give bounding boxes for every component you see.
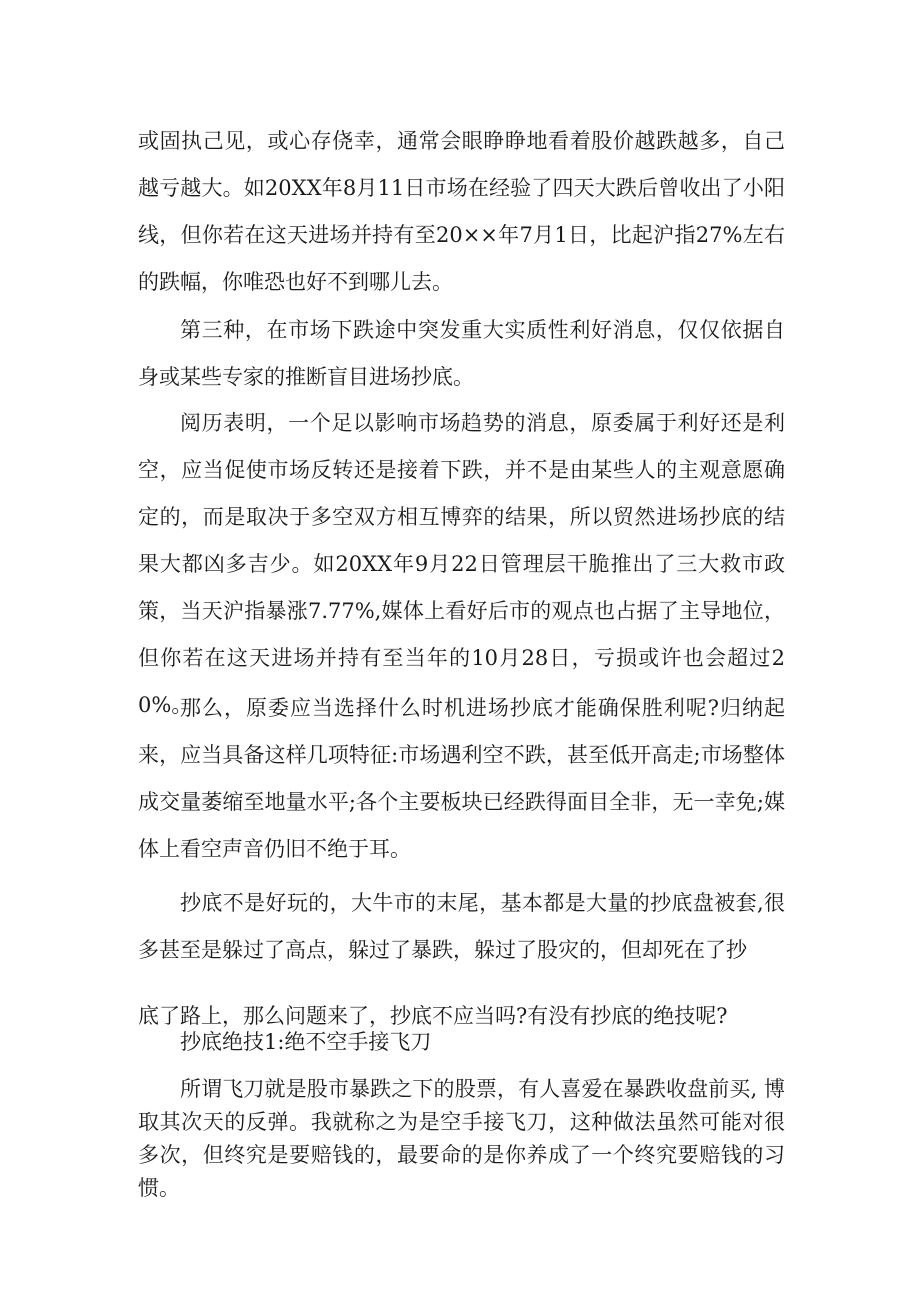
paragraph-2: 第三种，在市场下跌途中突发重大实质性利好消息，仅仅依据自身或某些专家的推断盲目进场抄底。 [138, 318, 785, 389]
paragraph-6: 所谓飞刀就是股市暴跌之下的股票，有人喜爱在暴跌收盘前买, 博取其次天的反弹。我就称之为是空手接飞刀，这种做法虽然可能对很多次，但终究是要赔钱的，最要命的是你养成了一个终究要赔钱的习惯。 [138, 1077, 785, 1200]
section-heading: 抄底绝技1:绝不空手接飞刀 [180, 1030, 432, 1054]
paragraph-5: 抄底不是好玩的，大牛市的末尾，基本都是大量的抄底盘被套,很多甚至是躲过了高点，躲过了暴跌，躲过了股灾的，但却死在了抄 [138, 891, 785, 962]
paragraph-4: 那么，原委应当选择什么时机进场抄底才能确保胜利呢?归纳起来，应当具备这样几项特征:市场遇利空不跌，甚至低开高走;市场整体成交量萎缩至地量水平;各个主要板块已经跌得面目全非，无一幸免;媒体上看空声音仍旧不绝于耳。 [138, 696, 785, 861]
paragraph-3: 阅历表明，一个足以影响市场趋势的消息，原委属于利好还是利空，应当促使市场反转还是接着下跌，并不是由某些人的主观意愿确定的，而是取决于多空双方相互博弈的结果，所以贸然进场抄底的结果大都凶多吉少。如20XX年9月22日管理层干脆推出了三大救市政策，当天沪指暴涨7.77%,媒体上看好后市的观点也占据了主导地位，但你若在这天进场并持有至当年的10月28日，亏损或许也会超过20%。 [138, 411, 785, 717]
paragraph-5-continuation: 底了路上，那么问题来了，抄底不应当吗?有没有抄底的绝技呢? [138, 1004, 728, 1028]
paragraph-1: 或固执己见，或心存侥幸，通常会眼睁睁地看着股价越跌越多，自己越亏越大。如20XX年8月11日市场在经验了四天大跌后曾收出了小阳线，但你若在这天进场并持有至20××年7月1日，比起沪指27%左右的跌幅，你唯恐也好不到哪儿去。 [138, 129, 785, 294]
